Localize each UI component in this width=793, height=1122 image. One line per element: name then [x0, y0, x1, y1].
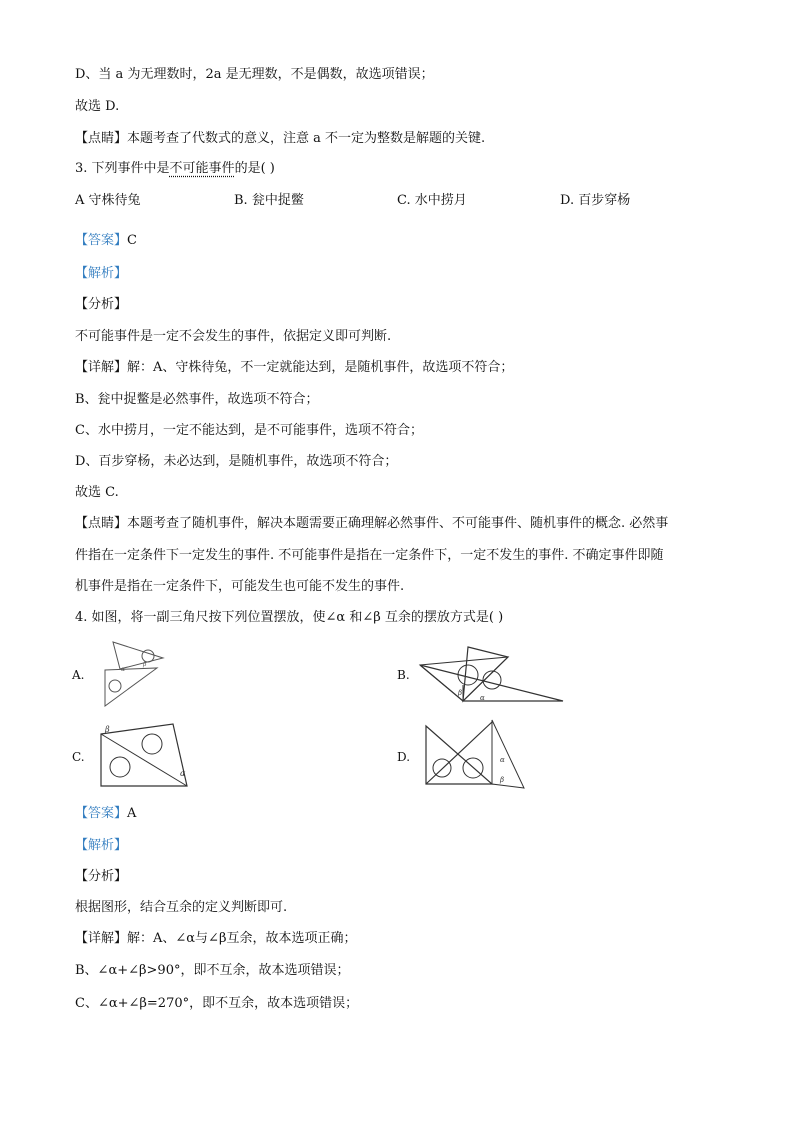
- figure-b: [418, 645, 568, 707]
- text-line: D、百步穿杨，未必达到，是随机事件，故选项不符合；: [75, 454, 398, 469]
- fenxi-tag: 【分析】: [75, 869, 128, 884]
- answer-line: [75, 232, 137, 250]
- text-line: C、∠α+∠β=270°，即不互余，故本选项错误；: [75, 996, 359, 1011]
- text-line: 机事件是指在一定条件下，可能发生也可能不发生的事件.: [75, 579, 405, 594]
- text-line: 故选 C.: [75, 485, 119, 500]
- option-a: A 守株待兔: [75, 193, 141, 208]
- question-3: [75, 160, 275, 178]
- figure-d-label: D.: [397, 750, 411, 764]
- answer-tag: 【答案】: [75, 233, 128, 248]
- analysis-tag: 【解析】: [75, 838, 128, 853]
- text-line: 件指在一定条件下一定发生的事件. 不可能事件是指在一定条件下，一定不发生的事件. 不确定事件即随: [75, 548, 664, 563]
- analysis-tag: 【解析】: [75, 266, 128, 281]
- alpha-label: α: [500, 756, 505, 764]
- text-line: 【点睛】本题考查了代数式的意义，注意 a 不一定为整数是解题的关键.: [75, 131, 486, 146]
- figure-d: [420, 718, 530, 794]
- answer-value: C: [127, 233, 137, 248]
- text-line: 【点睛】本题考查了随机事件，解决本题需要正确理解必然事件、不可能事件、随机事件的概念. 必然事: [75, 516, 669, 531]
- beta-label: β: [458, 689, 463, 697]
- text-line: D、当 a 为无理数时，2a 是无理数，不是偶数，故选项错误；: [75, 67, 434, 82]
- answer-value: A: [127, 806, 137, 821]
- beta-label: β: [143, 661, 147, 668]
- figure-c: [95, 718, 195, 790]
- text-line: B、瓮中捉鳖是必然事件，故选项不符合；: [75, 392, 319, 407]
- option-c: C. 水中捞月: [397, 193, 467, 208]
- text-line: 不可能事件是一定不会发生的事件，依据定义即可判断.: [75, 329, 392, 344]
- text-line: 【详解】解：A、∠α与∠β互余，故本选项正确；: [75, 931, 357, 946]
- question-3-tail: 的是( ): [234, 161, 275, 176]
- option-b: B. 瓮中捉鳖: [234, 193, 304, 208]
- text-line: C、水中捞月，一定不能达到，是不可能事件，选项不符合；: [75, 423, 423, 438]
- answer-line: [75, 805, 136, 823]
- fenxi-tag: 【分析】: [75, 297, 128, 312]
- option-d: D. 百步穿杨: [560, 193, 631, 208]
- figure-a-label: A.: [72, 668, 85, 682]
- question-3-stem: 3. 下列事件中是: [75, 161, 170, 176]
- emphasis-text: 不可能事件: [169, 161, 235, 176]
- question-4: 4. 如图，将一副三角尺按下列位置摆放，使∠α 和∠β 互余的摆放方式是( ): [75, 610, 504, 625]
- figure-c-label: C.: [72, 750, 85, 764]
- alpha-label: α: [480, 694, 485, 702]
- text-line: 故选 D.: [75, 99, 120, 114]
- alpha-label: α: [180, 769, 186, 778]
- answer-tag: 【答案】: [75, 806, 128, 821]
- text-line: B、∠α+∠β>90°，即不互余，故本选项错误；: [75, 963, 350, 978]
- alpha-label: α: [121, 666, 126, 673]
- figure-b-label: B.: [397, 668, 410, 682]
- beta-label: β: [500, 776, 505, 784]
- text-line: 根据图形，结合互余的定义判断即可.: [75, 900, 288, 915]
- beta-label: β: [105, 725, 110, 734]
- figure-a: [95, 636, 170, 711]
- text-line: 【详解】解：A、守株待兔，不一定就能达到，是随机事件，故选项不符合；: [75, 360, 514, 375]
